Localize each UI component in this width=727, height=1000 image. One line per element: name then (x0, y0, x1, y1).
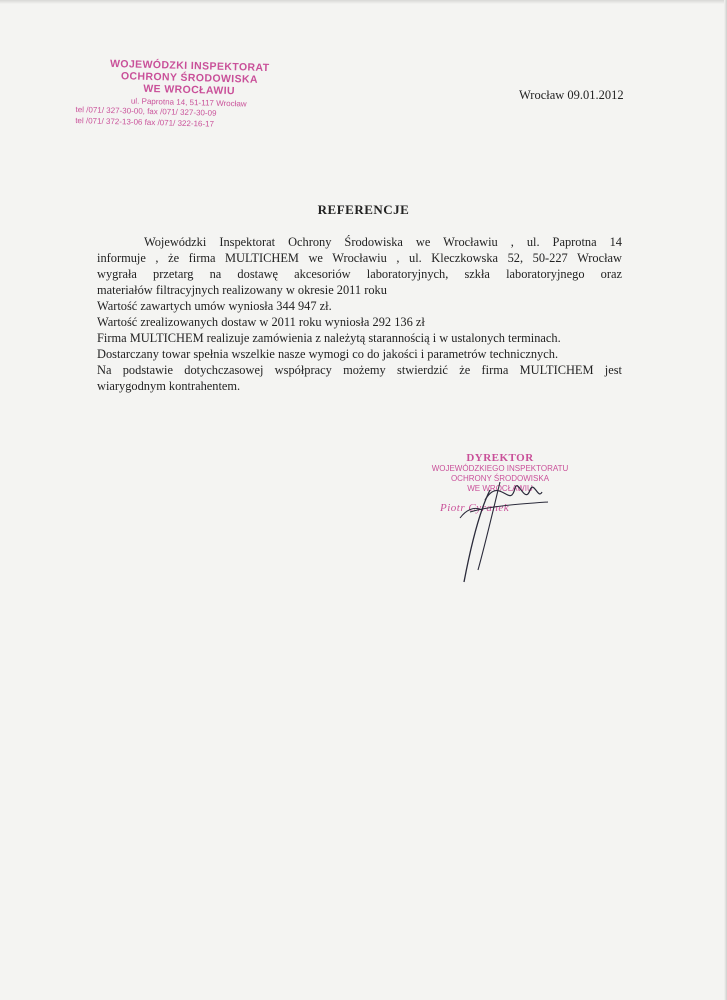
director-name: Piotr Cyranek (440, 502, 510, 514)
stamp-phone-line: tel /071/ 372-13-06 fax /071/ 322-16-17 (75, 115, 215, 129)
stamp-address: ul. Paprotna 14, 51-117 Wrocław (130, 96, 247, 109)
body-line: Firma MULTICHEM realizuje zamówienia z należytą starannością i w ustalonych terminach. (97, 331, 561, 345)
body-line: materiałów filtracyjnych realizowany w okresie 2011 roku (97, 283, 387, 297)
body-line: wygrała przetarg na dostawę akcesoriów laboratoryjnych, szkła laboratoryjnego oraz (97, 267, 622, 281)
body-line: Na podstawie dotychczasowej współpracy możemy stwierdzić że firma MULTICHEM jest (97, 363, 622, 377)
institution-stamp (75, 57, 295, 131)
letter-body (97, 234, 622, 394)
director-stamp-line: WE WROCŁAWIU (467, 484, 533, 493)
body-line: wiarygodnym kontrahentem. (97, 379, 241, 393)
letter-title: REFERENCJE (317, 202, 410, 217)
page-edge (0, 0, 727, 4)
body-line: Wojewódzki Inspektorat Ochrony Środowiska we Wrocławiu , ul. Paprotna 14 (144, 235, 622, 249)
handwritten-signature (430, 470, 560, 590)
body-line: informuje , że firma MULTICHEM we Wrocławiu , ul. Kleczkowska 52, 50-227 Wrocław (97, 251, 622, 265)
letter-date: Wrocław 09.01.2012 (519, 88, 624, 102)
stamp-name-line: WOJEWÓDZKI INSPEKTORAT (109, 57, 270, 75)
stamp-name-line: OCHRONY ŚRODOWISKA (120, 70, 259, 86)
body-line: Wartość zawartych umów wyniosła 344 947 zł. (97, 299, 332, 313)
stamp-phone-line: tel /071/ 327-30-00, fax /071/ 327-30-09 (75, 105, 217, 118)
director-stamp-line: WOJEWÓDZKIEGO INSPEKTORATU (431, 464, 569, 473)
director-title: DYREKTOR (466, 452, 534, 464)
director-stamp-line: OCHRONY ŚRODOWISKA (450, 474, 550, 483)
body-line: Wartość zrealizowanych dostaw w 2011 roku wyniosła 292 136 zł (97, 315, 425, 329)
body-line: Dostarczany towar spełnia wszelkie nasze wymogi co do jakości i parametrów technicznych. (97, 347, 559, 361)
stamp-name-line: WE WROCŁAWIU (143, 82, 236, 98)
